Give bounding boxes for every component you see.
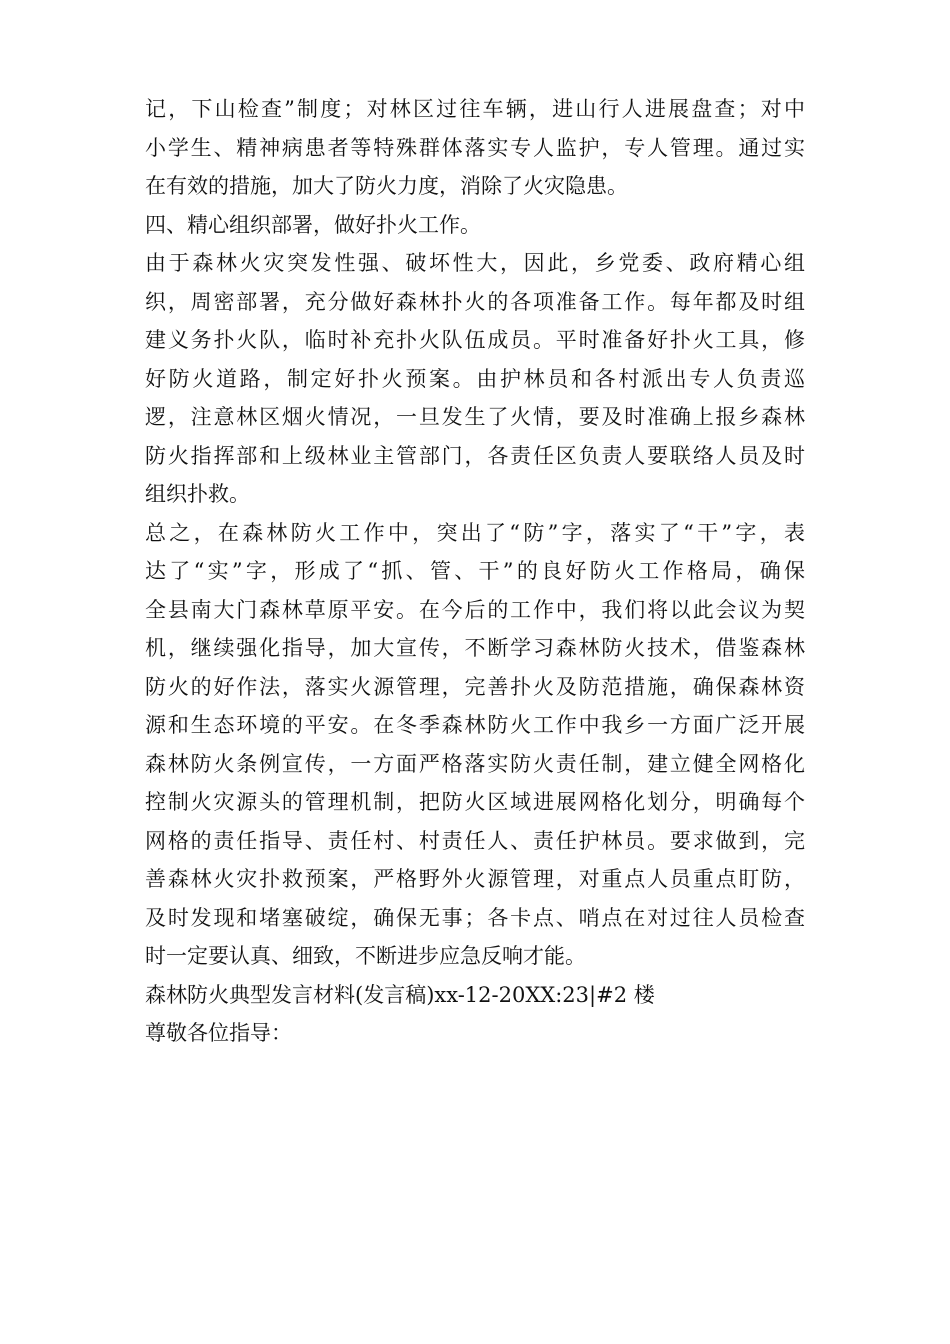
text-line: 织，周密部署，充分做好森林扑火的各项准备工作。每年都及时组 (145, 289, 805, 314)
text-line: 由于森林火灾突发性强、破坏性大，因此，乡党委、政府精心组 (145, 251, 805, 275)
document-title-line: 森林防火典型发言材料(发言稿)xx-12-20XX:23|#2 楼 (145, 982, 655, 1007)
text-line: 好防火道路，制定好扑火预案。由护林员和各村派出专人负责巡 (145, 366, 805, 391)
document-body (145, 90, 805, 1053)
text-line: 记，下山检查”制度；对林区过往车辆，进山行人进展盘查；对中 (145, 97, 805, 121)
text-line: 森林防火条例宣传，一方面严格落实防火责任制，建立健全网格化 (145, 751, 805, 776)
text-line: 善森林火灾扑救预案，严格野外火源管理，对重点人员重点盯防， (145, 867, 805, 891)
section-heading: 四、精心组织部署，做好扑火工作。 (145, 212, 481, 237)
text-line: 源和生态环境的平安。在冬季森林防火工作中我乡一方面广泛开展 (145, 713, 805, 737)
text-line: 防火指挥部和上级林业主管部门，各责任区负责人要联络人员及时 (145, 443, 805, 468)
text-line: 组织扑救。 (145, 482, 250, 506)
text-line: 时一定要认真、细致，不断进步应急反响才能。 (145, 944, 586, 968)
text-line: 全县南大门森林草原平安。在今后的工作中，我们将以此会议为契 (145, 597, 805, 622)
text-line: 网格的责任指导、责任村、村责任人、责任护林员。要求做到，完 (145, 828, 805, 853)
salutation-line: 尊敬各位指导： (145, 1021, 292, 1045)
text-line: 防火的好作法，落实火源管理，完善扑火及防范措施，确保森林资 (145, 674, 805, 699)
text-line: 控制火灾源头的管理机制，把防火区域进展网格化划分，明确每个 (145, 790, 805, 814)
text-line: 小学生、精神病患者等特殊群体落实专人监护，专人管理。通过实 (145, 135, 805, 160)
text-line: 机，继续强化指导，加大宣传，不断学习森林防火技术，借鉴森林 (145, 636, 805, 660)
text-line: 逻，注意林区烟火情况，一旦发生了火情，要及时准确上报乡森林 (145, 405, 805, 429)
text-line: 达了“实”字，形成了“抓、管、干”的良好防火工作格局，确保 (145, 559, 805, 583)
text-line: 总之，在森林防火工作中，突出了“防”字，落实了“干”字，表 (145, 520, 805, 545)
text-line: 及时发现和堵塞破绽，确保无事；各卡点、哨点在对过往人员检查 (145, 905, 805, 930)
text-line: 在有效的措施，加大了防火力度，消除了火灾隐患。 (145, 174, 628, 198)
text-line: 建义务扑火队，临时补充扑火队伍成员。平时准备好扑火工具，修 (145, 328, 805, 352)
